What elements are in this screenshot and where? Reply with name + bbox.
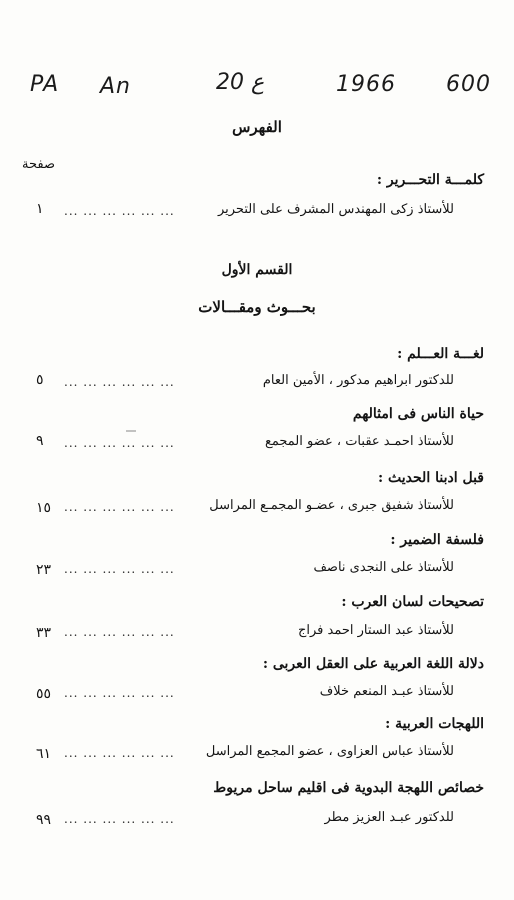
leader-dots: ... ... ... ... ... ... <box>64 204 175 218</box>
handwritten-mark-5: 600 <box>446 72 491 97</box>
entry-author: للأستاذ عبد الستار احمد فراج <box>297 623 454 638</box>
entry-heading: فلسفة الضمير : <box>390 532 484 548</box>
leader-dots: ... ... ... ... ... ... <box>64 562 175 576</box>
entry-author: للدكتور ابراهيم مدكور ، الأمين العام <box>262 373 454 388</box>
entry-author: للدكتور عبـد العزيز مطر <box>324 810 454 825</box>
section-label: القسم الأول <box>221 262 293 278</box>
page-column-label: صفحة <box>22 157 55 172</box>
entry-page-number: ١٥ <box>36 500 52 516</box>
entry-page-number: ٦١ <box>36 746 52 762</box>
entry-heading: خصائص اللهجة البدوية فى اقليم ساحل مريوط <box>213 780 484 796</box>
handwritten-mark-2: An <box>100 74 131 99</box>
editorial-author: للأستاذ زكى المهندس المشرف على التحرير <box>217 202 454 217</box>
entry-heading: دلالة اللغة العربية على العقل العربى : <box>262 656 484 672</box>
handwritten-year: 1966 <box>336 72 396 97</box>
leader-dots: ... ... ... ... ... ... <box>64 746 175 760</box>
entry-page-number: ٢٣ <box>36 562 52 578</box>
entry-page-number: ٣٣ <box>36 625 52 641</box>
leader-dots: ... ... ... ... ... ... <box>64 436 175 450</box>
editorial-heading: كلمـــة التحـــرير : <box>376 172 484 188</box>
entry-author: للأستاذ على النجدى ناصف <box>313 560 454 575</box>
entry-heading: قبل ادبنا الحديث : <box>377 470 484 486</box>
entry-author: للأستاذ عبـد المنعم خلاف <box>319 684 454 699</box>
leader-dots: ... ... ... ... ... ... <box>64 500 175 514</box>
entry-author: للأستاذ شفيق جبرى ، عضـو المجمـع المراسل <box>209 498 454 513</box>
page-title: الفهرس <box>232 118 282 136</box>
handwritten-mark-1: PA <box>30 72 60 97</box>
leader-dots: ... ... ... ... ... ... <box>64 625 175 639</box>
entry-author: للأستاذ احمـد عقبات ، عضو المجمع <box>264 434 454 449</box>
handwritten-mark-3: 20 ع <box>216 70 265 95</box>
entry-heading: حياة الناس فى امثالهم <box>352 406 484 422</box>
editorial-page-number: ١ <box>36 201 44 217</box>
entry-author: للأستاذ عباس العزاوى ، عضو المجمع المراسل <box>205 744 454 759</box>
leader-dots: ... ... ... ... ... ... <box>64 686 175 700</box>
entry-heading: تصحيحات لسان العرب : <box>341 594 484 610</box>
entry-page-number: ٥٥ <box>36 686 52 702</box>
ink-smudge <box>126 430 136 432</box>
entry-page-number: ٩ <box>36 433 44 449</box>
entry-page-number: ٩٩ <box>36 812 52 828</box>
leader-dots: ... ... ... ... ... ... <box>64 812 175 826</box>
entry-heading: لغـــة العـــلم : <box>397 346 484 362</box>
entry-heading: اللهجات العربية : <box>385 716 484 732</box>
entry-page-number: ٥ <box>36 372 44 388</box>
section-subtitle: بحـــوث ومقـــالات <box>198 298 316 316</box>
leader-dots: ... ... ... ... ... ... <box>64 375 175 389</box>
